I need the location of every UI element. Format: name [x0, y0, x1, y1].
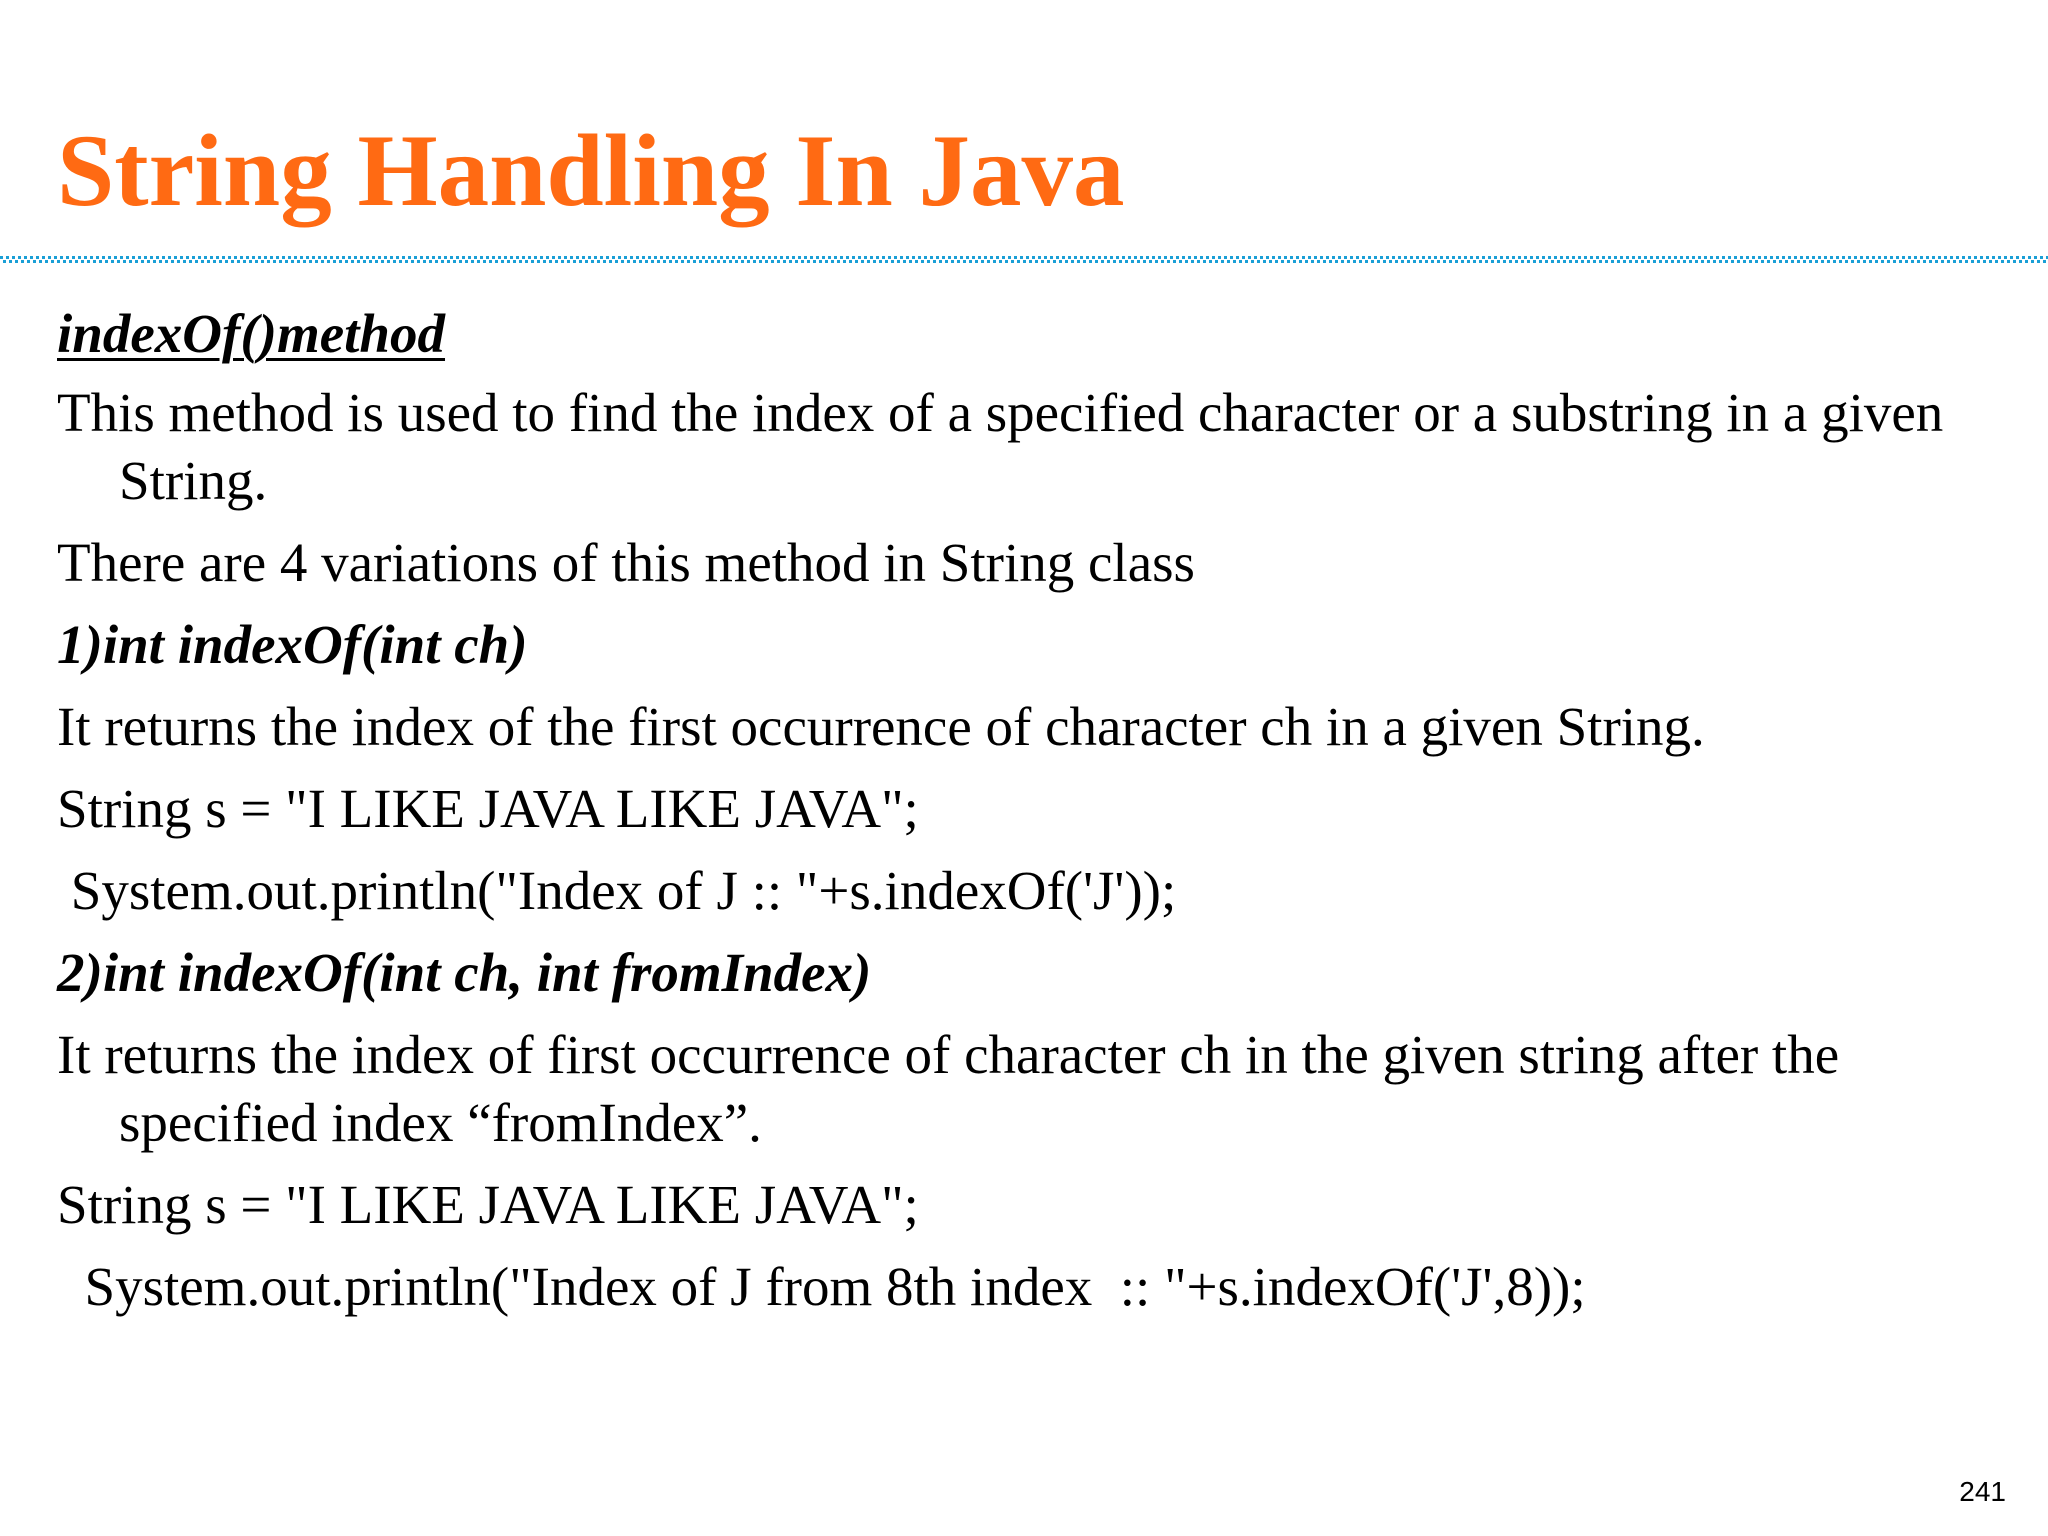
variations-text: There are 4 variations of this method in String class [57, 532, 1195, 593]
slide-body [57, 300, 1977, 1335]
method1-signature: 1)int indexOf(int ch) [57, 614, 528, 675]
method2-signature: 2)int indexOf(int ch, int fromIndex) [57, 942, 872, 1003]
method1-code-line2: System.out.println("Index of J :: "+s.indexOf('J')); [57, 860, 1177, 921]
section-heading: indexOf()method [57, 303, 446, 364]
method1-description: It returns the index of the first occurrence of character ch in a given String. [57, 696, 1705, 757]
intro-paragraph: This method is used to find the index of a specified character or a substring in a given String. [57, 382, 1944, 511]
slide-title: String Handling In Java [57, 114, 1125, 228]
method2-code-line1: String s = "I LIKE JAVA LIKE JAVA"; [57, 1174, 919, 1235]
page-number: 241 [1959, 1476, 2006, 1507]
title-divider [0, 255, 2048, 264]
method1-code-line1: String s = "I LIKE JAVA LIKE JAVA"; [57, 778, 919, 839]
method2-code-line2: System.out.println("Index of J from 8th index :: "+s.indexOf('J',8)); [57, 1256, 1586, 1317]
method2-description: It returns the index of first occurrence of character ch in the given string after the specified index “fromIndex”. [57, 1024, 1840, 1153]
